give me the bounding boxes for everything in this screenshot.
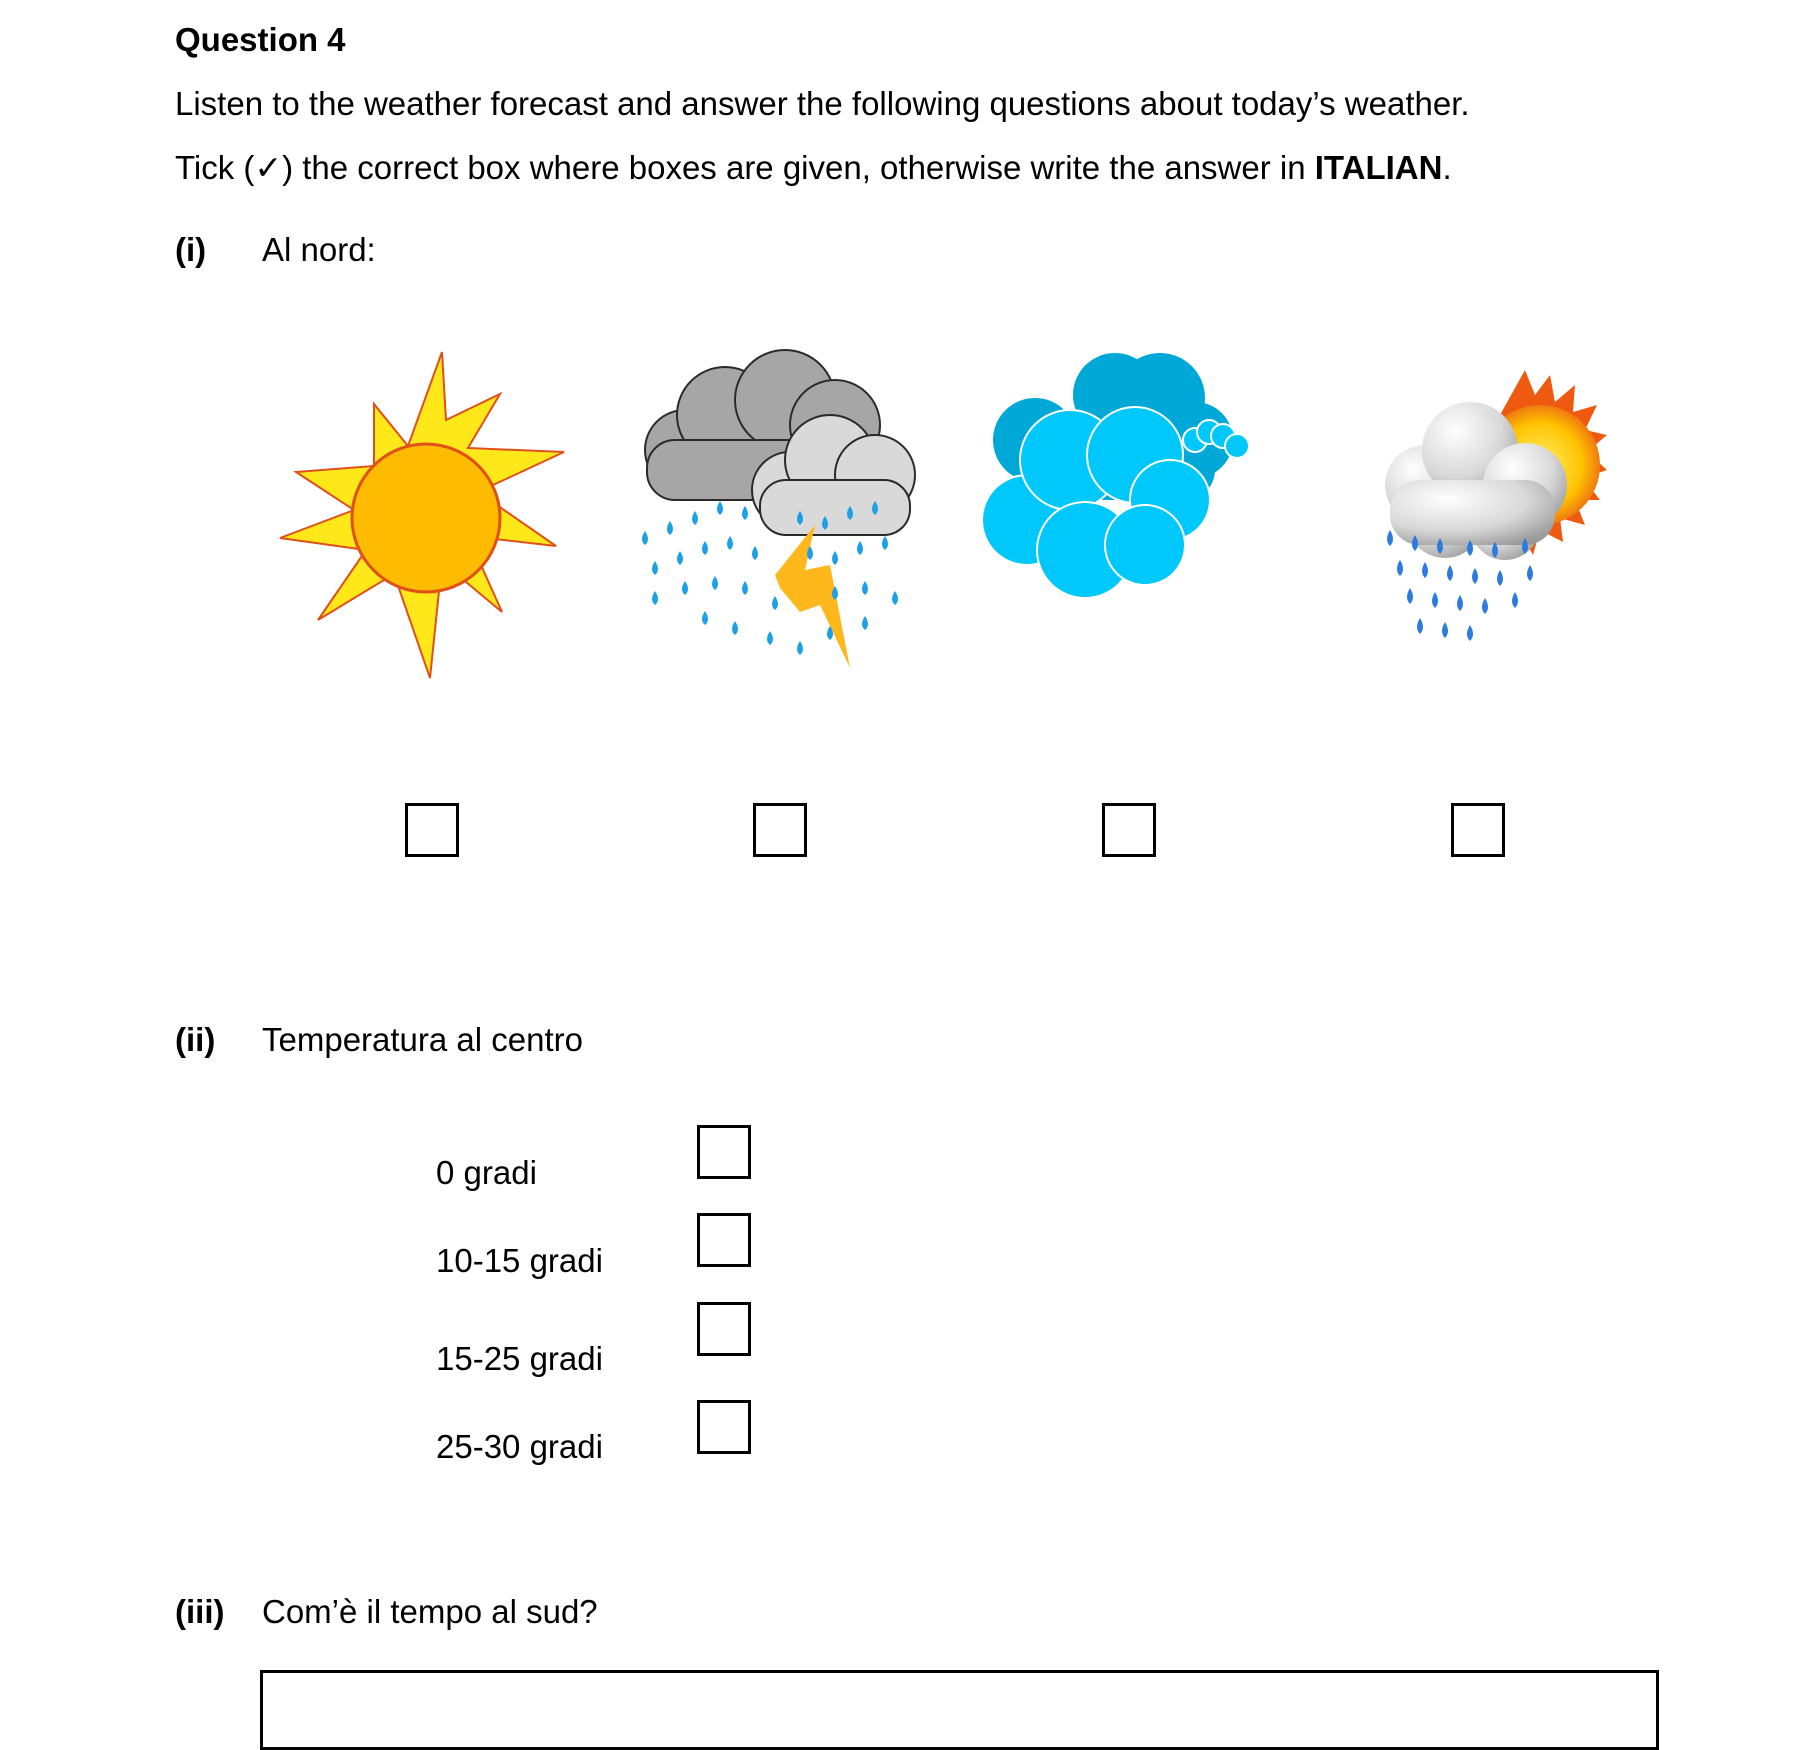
storm-cloud-icon	[625, 350, 925, 680]
instruction-middle: ) the correct box where boxes are given, otherwise write the answer in	[282, 149, 1315, 186]
raindrop	[652, 591, 658, 605]
raindrop	[772, 596, 778, 610]
raindrop	[1422, 562, 1428, 578]
raindrop	[667, 521, 673, 535]
temp-option-label: 25-30 gradi	[436, 1428, 603, 1465]
checkbox-sun[interactable]	[405, 803, 459, 857]
raindrop	[1387, 530, 1393, 546]
checkbox-sun-cloud-rain[interactable]	[1451, 803, 1505, 857]
temp-option-label: 15-25 gradi	[436, 1340, 603, 1377]
tick-icon: ✓	[254, 148, 283, 187]
raindrop	[862, 616, 868, 630]
raindrop	[732, 621, 738, 635]
raindrop	[717, 501, 723, 515]
raindrop	[677, 551, 683, 565]
raindrop	[857, 541, 863, 555]
raindrop	[1482, 598, 1488, 614]
instruction-line-2	[175, 148, 1452, 188]
instruction-prefix: Tick (	[175, 149, 255, 186]
sun-cloud-rain-icon	[1375, 370, 1605, 670]
raindrop	[742, 581, 748, 595]
raindrop	[1442, 622, 1448, 638]
raindrop	[1467, 625, 1473, 641]
raindrop	[832, 551, 838, 565]
instruction-suffix: .	[1442, 149, 1452, 186]
checkbox-temp-15-25[interactable]	[697, 1302, 751, 1356]
instruction-line-1: Listen to the weather forecast and answer the following questions about today’s weather.	[175, 85, 1470, 122]
raindrop	[682, 581, 688, 595]
part-iii-prompt: Com’è il tempo al sud?	[262, 1593, 598, 1630]
raindrop	[1432, 592, 1438, 608]
checkbox-cloudy[interactable]	[1102, 803, 1156, 857]
checkbox-storm[interactable]	[753, 803, 807, 857]
raindrop	[1472, 568, 1478, 584]
raindrop	[1457, 595, 1463, 611]
part-ii-prompt: Temperatura al centro	[262, 1021, 583, 1058]
raindrop	[1397, 560, 1403, 576]
checkbox-temp-0[interactable]	[697, 1125, 751, 1179]
raindrop	[767, 631, 773, 645]
temp-option-label: 10-15 gradi	[436, 1242, 603, 1279]
question-title: Question 4	[175, 21, 346, 58]
raindrop	[1527, 565, 1533, 581]
raindrop	[712, 576, 718, 590]
raindrop	[882, 536, 888, 550]
raindrop	[1407, 588, 1413, 604]
sun-icon	[278, 350, 574, 680]
part-i-label: (i)	[175, 231, 207, 268]
raindrop	[752, 546, 758, 560]
temp-option-label: 0 gradi	[436, 1154, 537, 1191]
raindrop	[892, 591, 898, 605]
part-ii-label: (ii)	[175, 1021, 216, 1058]
raindrop	[742, 506, 748, 520]
checkbox-temp-25-30[interactable]	[697, 1400, 751, 1454]
raindrop	[1512, 592, 1518, 608]
raindrop	[702, 541, 708, 555]
raindrop	[692, 511, 698, 525]
instruction-language: ITALIAN	[1314, 149, 1443, 186]
answer-field-south[interactable]	[260, 1670, 1659, 1750]
part-i-prompt: Al nord:	[262, 231, 376, 268]
raindrop	[702, 611, 708, 625]
raindrop	[797, 641, 803, 655]
raindrop	[1447, 565, 1453, 581]
raindrop	[652, 561, 658, 575]
raindrop	[1497, 570, 1503, 586]
raindrop	[727, 536, 733, 550]
raindrop	[642, 531, 648, 545]
part-iii-label: (iii)	[175, 1593, 225, 1630]
checkbox-temp-10-15[interactable]	[697, 1213, 751, 1267]
cloudy-icon	[975, 350, 1275, 610]
raindrop	[862, 581, 868, 595]
raindrop	[1417, 618, 1423, 634]
